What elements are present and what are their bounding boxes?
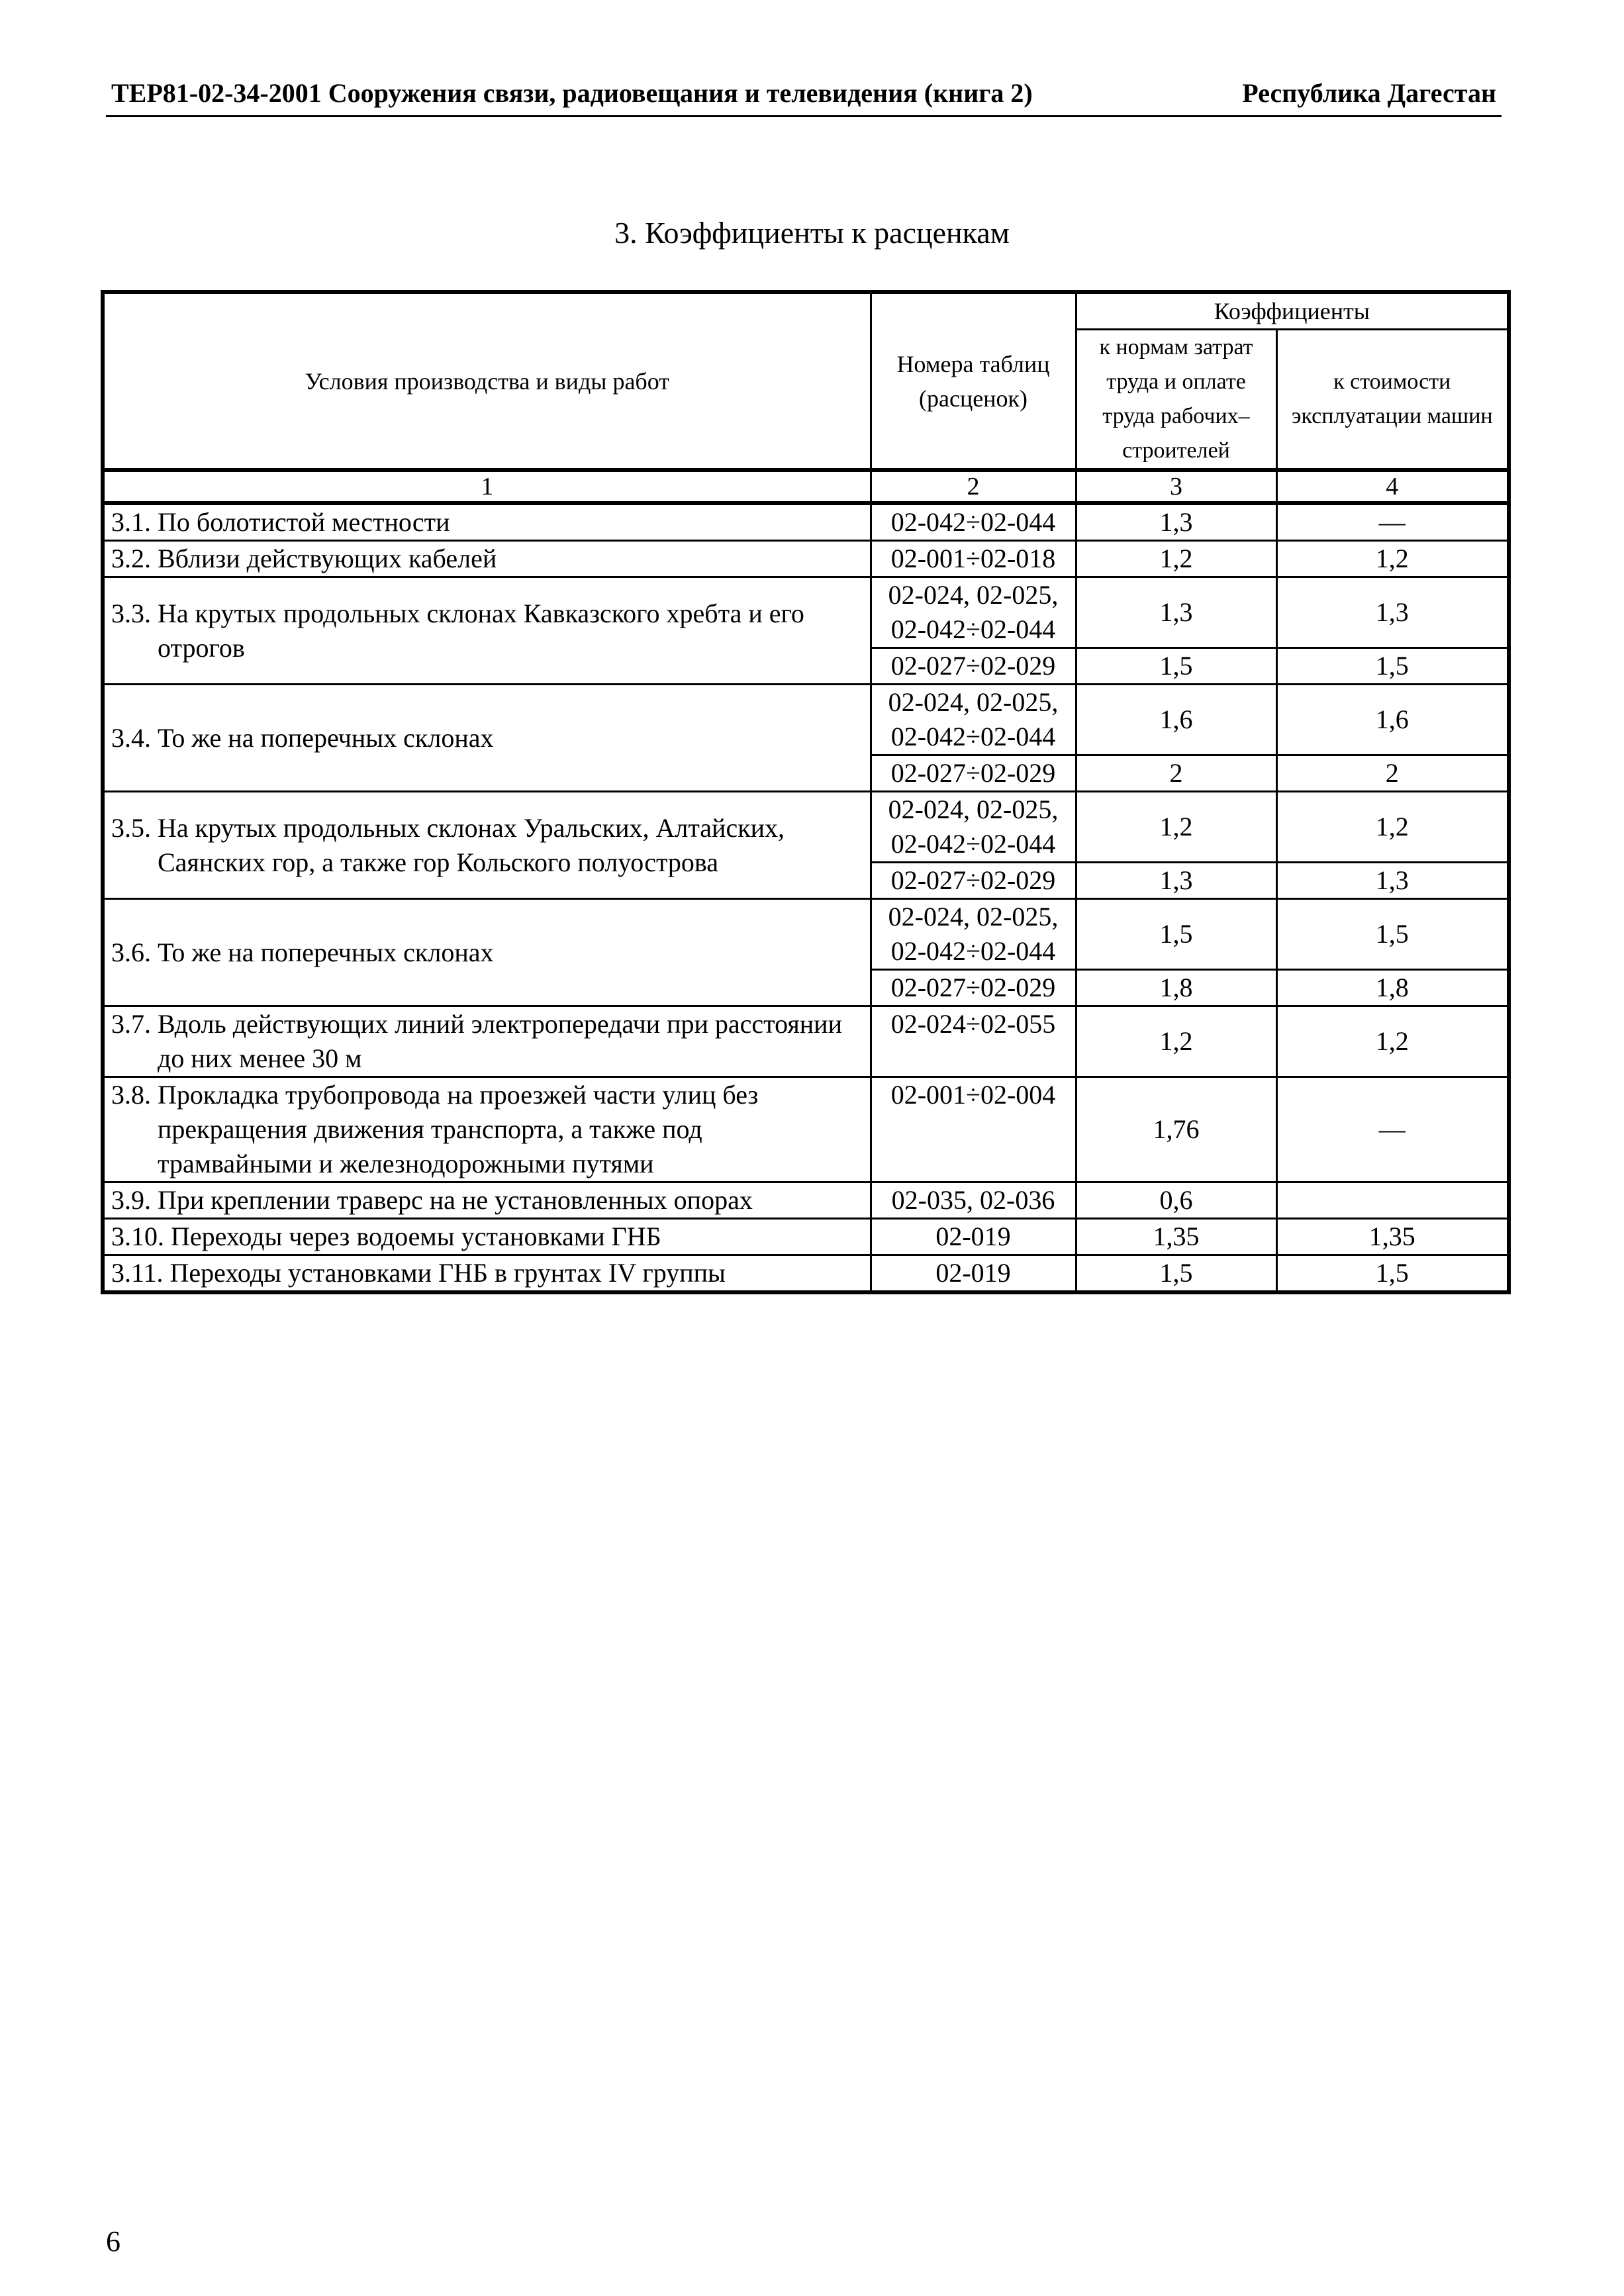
column-number: 4 (1276, 470, 1509, 503)
table-row (103, 792, 1509, 863)
row-tables: 02-019 (871, 1255, 1076, 1293)
row-labor-coef: 1,76 (1076, 1077, 1276, 1182)
row-machines-coef (1276, 1182, 1509, 1219)
row-condition: 3.10. Переходы через водоемы установками ГНБ (103, 1219, 871, 1255)
row-labor-coef: 1,3 (1076, 503, 1276, 541)
row-tables: 02-024, 02-025, 02-042÷02-044 (871, 899, 1076, 970)
header-machines: к стоимости эксплуатации машин (1276, 330, 1509, 471)
row-tables: 02-001÷02-018 (871, 541, 1076, 577)
column-number: 3 (1076, 470, 1276, 503)
row-condition: 3.4. То же на поперечных склонах (103, 685, 871, 792)
row-labor-coef: 1,2 (1076, 1006, 1276, 1077)
table-row (103, 1219, 1509, 1255)
row-machines-coef: 1,3 (1276, 577, 1509, 648)
row-tables: 02-035, 02-036 (871, 1182, 1076, 1219)
row-machines-coef: 1,35 (1276, 1219, 1509, 1255)
table-row (103, 1006, 1509, 1077)
table-row (103, 1077, 1509, 1182)
header-region: Республика Дагестан (1242, 78, 1496, 108)
column-number-row (103, 470, 1509, 503)
row-tables: 02-024, 02-025, 02-042÷02-044 (871, 685, 1076, 755)
row-machines-coef: 1,3 (1276, 863, 1509, 899)
row-labor-coef: 1,35 (1076, 1219, 1276, 1255)
row-tables: 02-001÷02-004 (871, 1077, 1076, 1182)
row-machines-coef: 1,2 (1276, 1006, 1509, 1077)
row-machines-coef: 1,2 (1276, 541, 1509, 577)
row-machines-coef: 1,5 (1276, 648, 1509, 685)
page-number: 6 (106, 2225, 120, 2258)
header-labor: к нормам затрат труда и оплате труда рабочих–строителей (1076, 330, 1276, 471)
row-tables: 02-019 (871, 1219, 1076, 1255)
row-labor-coef: 1,6 (1076, 685, 1276, 755)
header-document-title: ТЕР81-02-34-2001 Сооружения связи, радиовещания и телевидения (книга 2) (111, 78, 1033, 108)
row-labor-coef: 1,3 (1076, 863, 1276, 899)
table-row (103, 899, 1509, 970)
row-labor-coef: 1,5 (1076, 648, 1276, 685)
table-row (103, 1255, 1509, 1293)
row-tables: 02-027÷02-029 (871, 755, 1076, 792)
header-tables: Номера таблиц (расценок) (871, 292, 1076, 470)
column-number: 1 (103, 470, 871, 503)
table-row (103, 1182, 1509, 1219)
row-tables: 02-024, 02-025, 02-042÷02-044 (871, 577, 1076, 648)
row-labor-coef: 0,6 (1076, 1182, 1276, 1219)
section-title: 3. Коэффициенты к расценкам (614, 216, 1010, 250)
row-condition: 3.7. Вдоль действующих линий электропередачи при расстоянии до них менее 30 м (103, 1006, 871, 1077)
row-condition: 3.2. Вблизи действующих кабелей (103, 541, 871, 577)
row-condition: 3.8. Прокладка трубопровода на проезжей части улиц без прекращения движения транспорта, а также под трамвайными и железнодорожными путями (103, 1077, 871, 1182)
row-machines-coef: 1,2 (1276, 792, 1509, 863)
table-row (103, 577, 1509, 648)
row-machines-coef: 1,5 (1276, 899, 1509, 970)
row-machines-coef: — (1276, 503, 1509, 541)
row-condition: 3.1. По болотистой местности (103, 503, 871, 541)
row-tables: 02-024, 02-025, 02-042÷02-044 (871, 792, 1076, 863)
row-labor-coef: 1,5 (1076, 1255, 1276, 1293)
row-condition: 3.5. На крутых продольных склонах Уральских, Алтайских, Саянских гор, а также гор Кольского полуострова (103, 792, 871, 899)
row-labor-coef: 2 (1076, 755, 1276, 792)
row-machines-coef: 2 (1276, 755, 1509, 792)
table-row (103, 685, 1509, 755)
column-number: 2 (871, 470, 1076, 503)
page-header (106, 72, 1502, 117)
row-condition: 3.9. При креплении траверс на не установленных опорах (103, 1182, 871, 1219)
row-labor-coef: 1,3 (1076, 577, 1276, 648)
row-machines-coef: 1,6 (1276, 685, 1509, 755)
table-row (103, 541, 1509, 577)
row-machines-coef: — (1276, 1077, 1509, 1182)
row-labor-coef: 1,2 (1076, 541, 1276, 577)
row-machines-coef: 1,8 (1276, 970, 1509, 1006)
row-labor-coef: 1,2 (1076, 792, 1276, 863)
row-condition: 3.3. На крутых продольных склонах Кавказского хребта и его отрогов (103, 577, 871, 685)
row-condition: 3.11. Переходы установками ГНБ в грунтах IV группы (103, 1255, 871, 1293)
row-machines-coef: 1,5 (1276, 1255, 1509, 1293)
header-coefficients: Коэффициенты (1076, 292, 1509, 330)
row-tables: 02-027÷02-029 (871, 648, 1076, 685)
row-tables: 02-024÷02-055 (871, 1006, 1076, 1077)
row-condition: 3.6. То же на поперечных склонах (103, 899, 871, 1006)
row-tables: 02-042÷02-044 (871, 503, 1076, 541)
header-conditions: Условия производства и виды работ (103, 292, 871, 470)
table-row (103, 503, 1509, 541)
coefficients-table (101, 290, 1511, 1294)
row-tables: 02-027÷02-029 (871, 863, 1076, 899)
row-labor-coef: 1,5 (1076, 899, 1276, 970)
row-labor-coef: 1,8 (1076, 970, 1276, 1006)
row-tables: 02-027÷02-029 (871, 970, 1076, 1006)
